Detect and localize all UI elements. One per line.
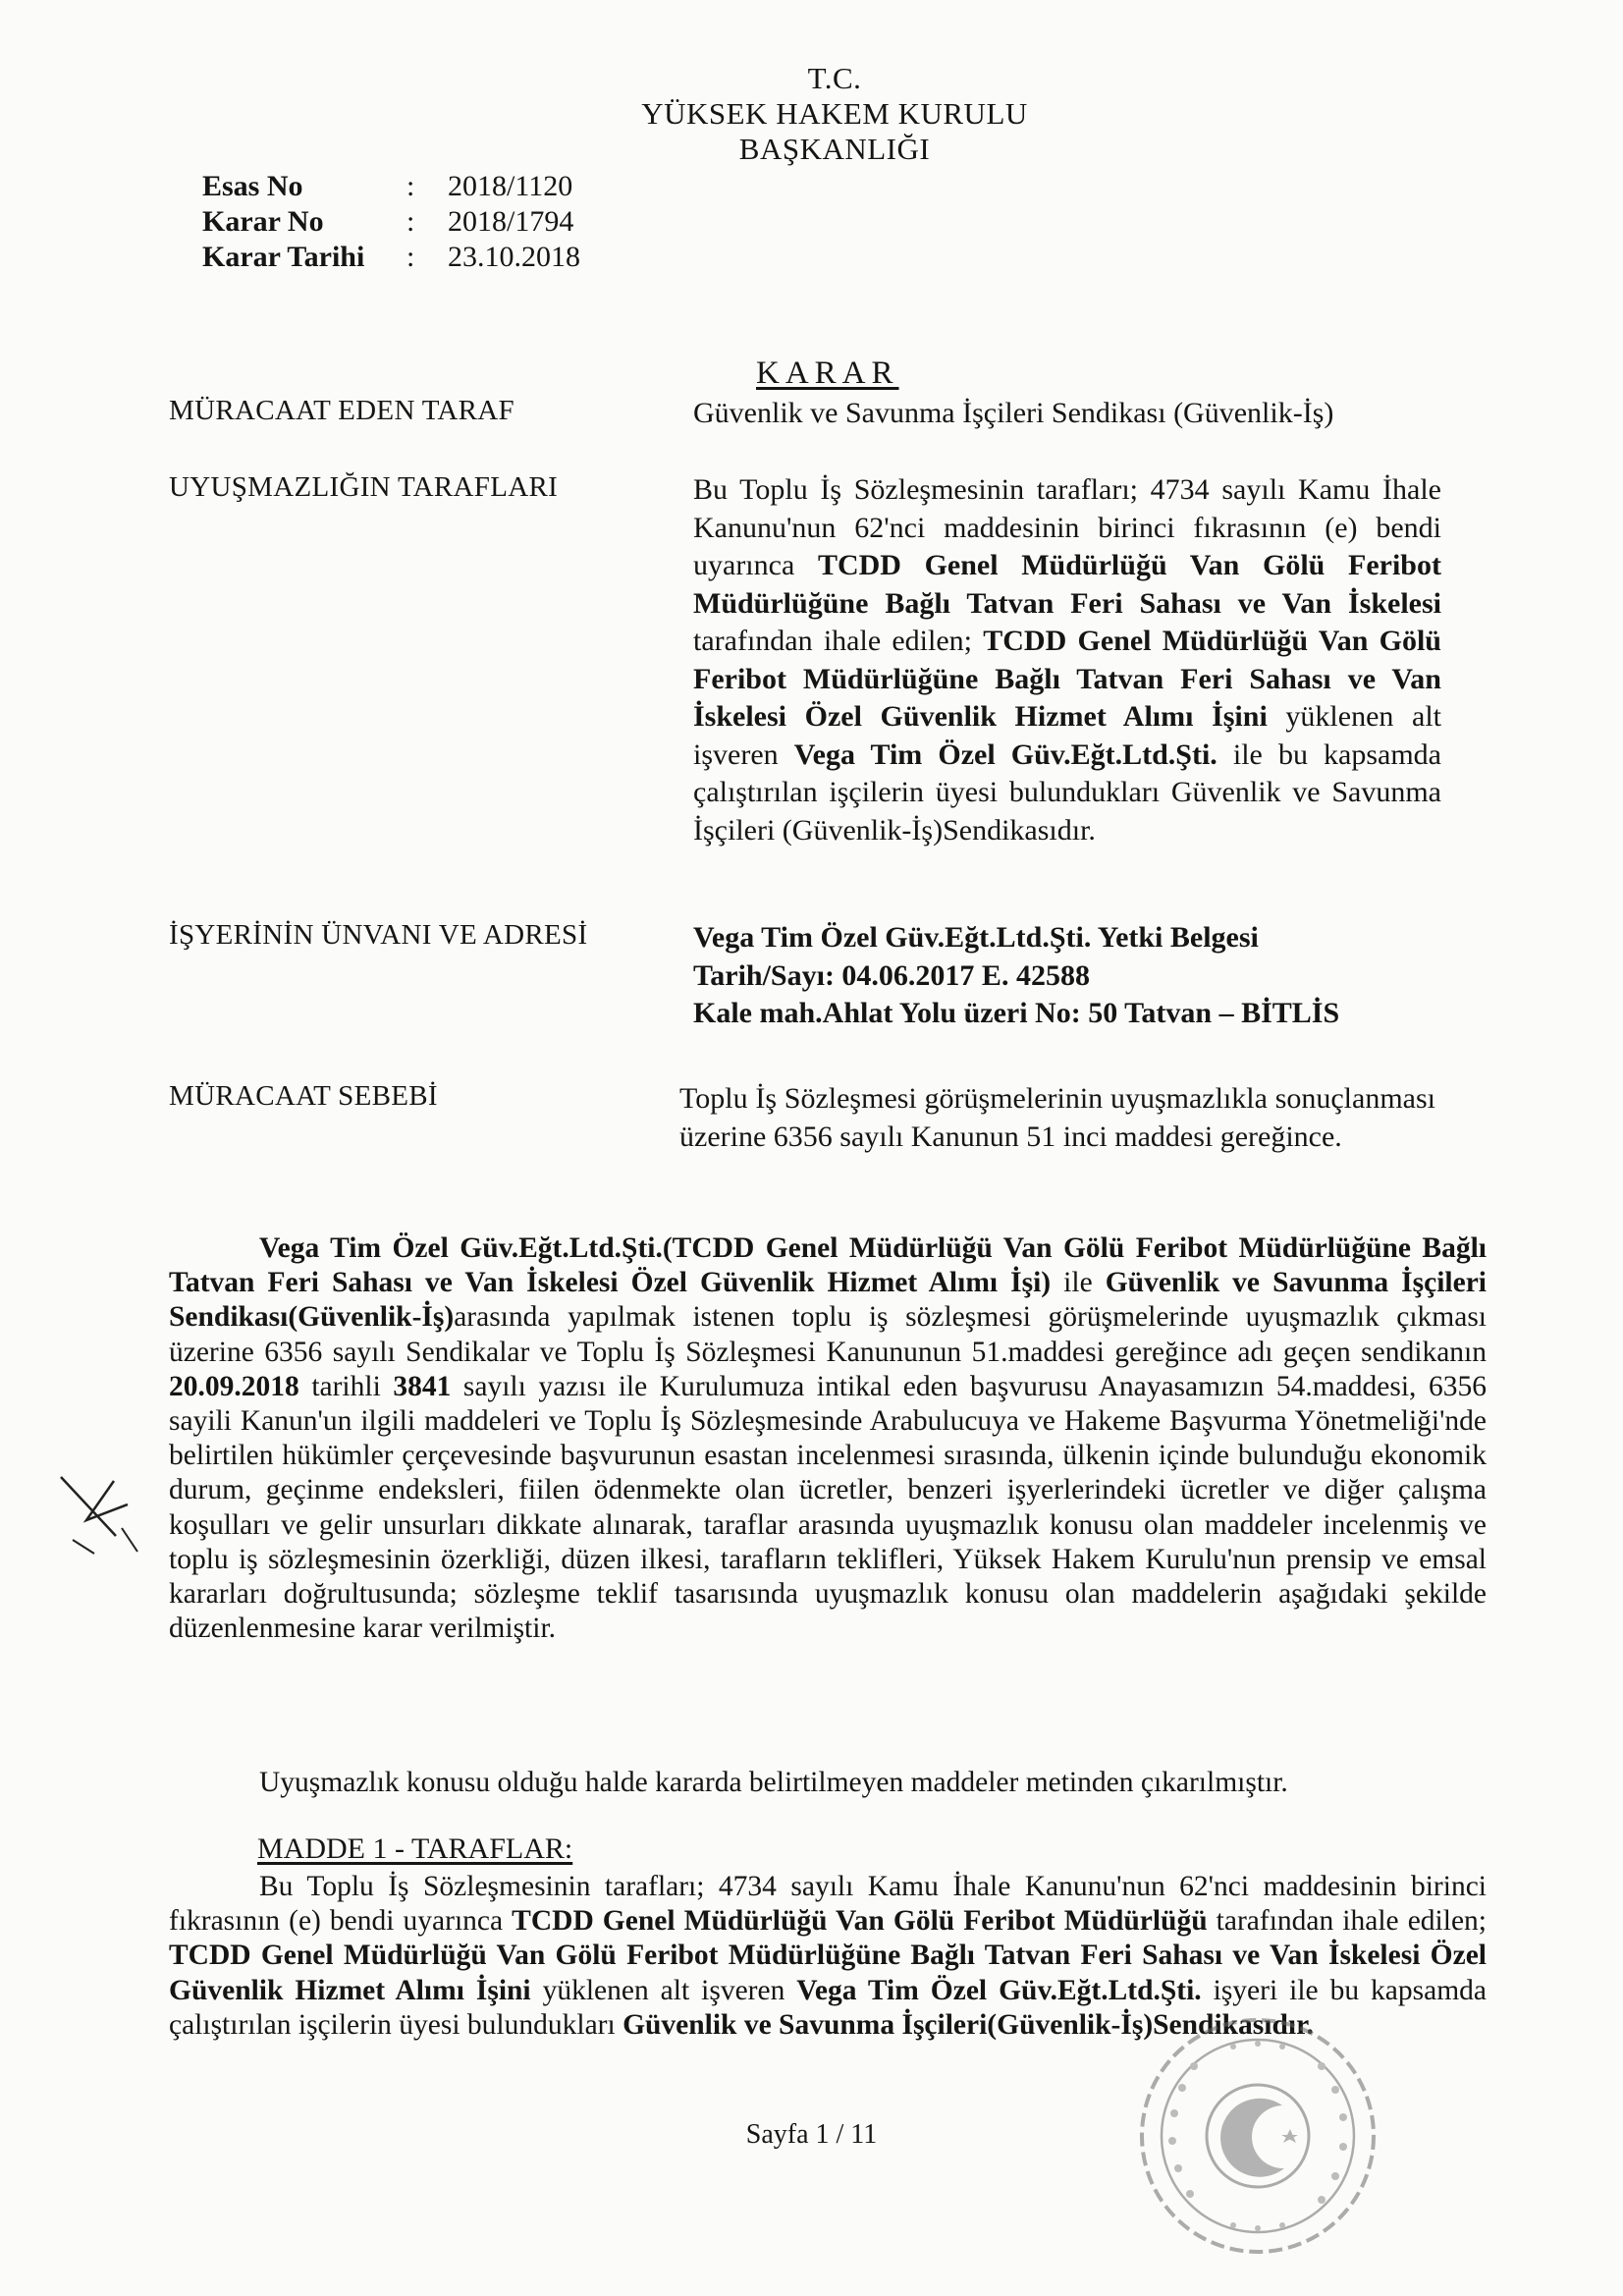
article-heading: MADDE 1 - TARAFLAR: bbox=[257, 1832, 573, 1865]
reason-value: Toplu İş Sözleşmesi görüşmelerinin uyuşmazlıkla sonuçlanması üzerine 6356 sayılı Kanunun 51 inci maddesi gereğince. bbox=[679, 1082, 1435, 1153]
document-title: KARAR bbox=[756, 355, 899, 391]
header-presidency: BAŞKANLIĞI bbox=[738, 132, 931, 166]
parties-bold: Vega Tim Özel Güv.Eğt.Ltd.Şti. bbox=[793, 738, 1217, 771]
official-seal-stamp bbox=[1125, 2003, 1390, 2269]
article-bold: TCDD Genel Müdürlüğü Van Gölü Feribot Müdürlüğüne Bağlı Tatvan Feri Sahası ve Van İskelesi Özel Güvenlik Hizmet Alımı İşini bbox=[169, 1940, 1487, 2006]
parties-bold: TCDD Genel Müdürlüğü Van Gölü Feribot Müdürlüğüne Bağlı Tatvan Feri Sahası ve Van İskelesi Özel Güvenlik Hizmet Alımı İşini bbox=[693, 625, 1441, 733]
handwritten-mark bbox=[43, 1459, 151, 1567]
case-row-karar bbox=[202, 204, 693, 240]
parties-text: Bu Toplu İş Sözleşmesinin tarafları; 4734 sayılı Kamu İhale Kanunu'nun 62'nci maddesinin birinci fıkrasının (e) bendi uyarınca bbox=[693, 473, 1441, 581]
case-value: 23.10.2018 bbox=[448, 241, 580, 273]
applicant-value: Güvenlik ve Savunma İşçileri Sendikası (Güvenlik-İş) bbox=[693, 397, 1334, 429]
parties-label: UYUŞMAZLIĞIN TARAFLARI bbox=[169, 471, 559, 503]
article-text: Bu Toplu İş Sözleşmesinin tarafları; 4734 sayılı Kamu İhale Kanunu'nun 62'nci maddesinin birinci fıkrasının (e) bendi uyarınca bbox=[169, 1871, 1487, 1938]
applicant-label: MÜRACAAT EDEN TARAF bbox=[169, 395, 514, 426]
body-text: arasında yapılmak istenen toplu iş sözleşmesi görüşmelerinde uyuşmazlık çıkması üzerine 6356 sayılı Sendikalar ve Toplu İş Sözleşmesi Kanununun 51.maddesi gereğince adı geçen sendikanın bbox=[169, 1301, 1487, 1368]
workplace-line: Vega Tim Özel Güv.Eğt.Ltd.Şti. Yetki Belgesi bbox=[693, 921, 1259, 954]
workplace-line: Tarih/Sayı: 04.06.2017 E. 42588 bbox=[693, 958, 1090, 992]
case-sep: : bbox=[406, 170, 415, 202]
article-text: işyeri ile bu kapsamda çalıştırılan işçilerin üyesi bulundukları bbox=[169, 1974, 1487, 2041]
body-bold: Vega Tim Özel Güv.Eğt.Ltd.Şti.(TCDD Genel Müdürlüğü Van Gölü Feribot Müdürlüğüne Bağlı Tatvan Feri Sahası ve Van İskelesi Özel Güvenlik Hizmet Alımı İşi) bbox=[169, 1232, 1487, 1299]
page-number: Sayfa 1 / 11 bbox=[745, 2119, 878, 2150]
article-bold: TCDD Genel Müdürlüğü Van Gölü Feribot Müdürlüğü bbox=[512, 1905, 1208, 1938]
body-text: ile bbox=[1051, 1267, 1106, 1299]
body-bold: Güvenlik ve Savunma İşçileri Sendikası(Güvenlik-İş) bbox=[169, 1267, 1487, 1334]
body-paragraph-2: Uyuşmazlık konusu olduğu halde kararda belirtilmeyen maddeler metinden çıkarılmıştır. bbox=[259, 1767, 1288, 1798]
parties-bold: TCDD Genel Müdürlüğü Van Gölü Feribot Müdürlüğüne Bağlı Tatvan Feri Sahası ve Van İskelesi bbox=[693, 549, 1441, 620]
workplace-label: İŞYERİNİN ÜNVANI VE ADRESİ bbox=[169, 919, 588, 951]
workplace-line: Kale mah.Ahlat Yolu üzeri No: 50 Tatvan – BİTLİS bbox=[693, 997, 1340, 1029]
body-paragraph bbox=[169, 1231, 1487, 1646]
case-row-esas bbox=[202, 169, 693, 204]
article-bold: Güvenlik ve Savunma İşçileri(Güvenlik-İş)Sendikasıdır. bbox=[622, 2008, 1314, 2041]
header-tc: T.C. bbox=[807, 61, 862, 95]
body-text: tarihli bbox=[298, 1370, 394, 1402]
case-value: 2018/1120 bbox=[448, 170, 573, 202]
case-value: 2018/1794 bbox=[448, 205, 574, 238]
parties-text: ile bu kapsamda çalıştırılan işçilerin üyesi bulundukları Güvenlik ve Savunma İşçileri (Güvenlik-İş)Sendikasıdır. bbox=[693, 738, 1441, 847]
body-bold: 20.09.2018 bbox=[169, 1370, 299, 1402]
case-label: Karar No bbox=[202, 205, 324, 238]
body-bold: 3841 bbox=[393, 1370, 452, 1402]
parties-text: yüklenen alt işveren bbox=[693, 700, 1441, 771]
article-bold: Vega Tim Özel Güv.Eğt.Ltd.Şti. bbox=[796, 1974, 1202, 2006]
case-sep: : bbox=[406, 241, 415, 273]
case-label: Karar Tarihi bbox=[202, 241, 365, 273]
header-institution: YÜKSEK HAKEM KURULU bbox=[641, 96, 1028, 131]
case-row-tarih bbox=[202, 240, 693, 275]
case-info bbox=[202, 169, 693, 277]
article-text: yüklenen alt işveren bbox=[530, 1974, 797, 2006]
reason-label: MÜRACAAT SEBEBİ bbox=[169, 1080, 438, 1112]
case-label: Esas No bbox=[202, 170, 303, 202]
parties-value bbox=[693, 471, 1441, 849]
parties-text: tarafından ihale edilen; bbox=[693, 625, 984, 657]
article-text: tarafından ihale edilen; bbox=[1207, 1905, 1487, 1938]
case-sep: : bbox=[406, 205, 415, 238]
body-text: sayılı yazısı ile Kurulumuza intikal eden başvurusu Anayasamızın 54.maddesi, 6356 sayili Kanun'un ilgili maddeleri ve Toplu İş Sözleşmesinde Arabulucuya ve Hakeme Başvurma Yönetmeliği'nde belirtilen hükümler çerçevesinde başvurunun esastan incelenmesi sırasında, ülkenin içinde bulunduğu ekonomik durum, geçinme endeksleri, fiilen ödenmekte olan ücretler, benzeri işyerlerindeki ücretler ve diğer çalışma koşulları ve gelir unsurları dikkate alınarak, taraflar arasında uyuşmazlık konusu olan maddeler incelenmiş ve toplu iş sözleşmesinin özerkliği, düzen ilkesi, tarafların teklifleri, Yüksek Hakem Kurulu'nun prensip ve emsal kararları doğrultusunda; sözleşme teklif tasarısında uyuşmazlık konusu olan maddelerin aşağıdaki şekilde düzenlenmesine karar verilmiştir. bbox=[169, 1370, 1487, 1645]
workplace-value bbox=[693, 919, 1479, 1033]
